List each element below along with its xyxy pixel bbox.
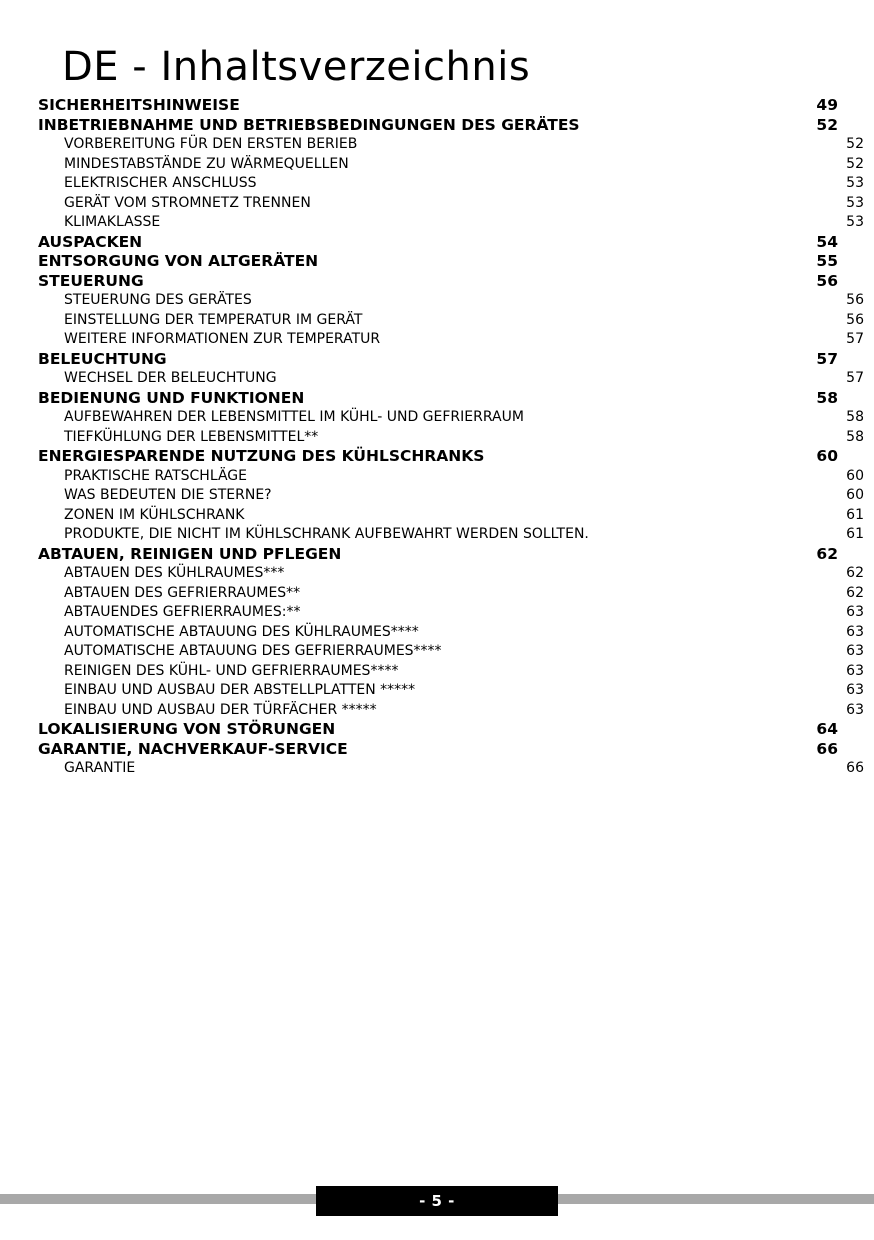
toc-entry-label: BELEUCHTUNG	[38, 349, 167, 368]
toc-entry-page: 52	[846, 155, 864, 172]
toc-entry-page: 57	[846, 331, 864, 347]
toc-entry-page: 66	[846, 760, 864, 776]
table-of-contents	[38, 96, 864, 779]
toc-entry-page: 58	[846, 409, 864, 425]
toc-entry[interactable]	[38, 116, 838, 136]
toc-entry-label: AUTOMATISCHE ABTAUUNG DES GEFRIERRAUMES****	[64, 643, 442, 659]
toc-entry-page: 57	[816, 349, 838, 368]
toc-entry[interactable]	[38, 272, 838, 292]
toc-entry-label: ELEKTRISCHER ANSCHLUSS	[64, 175, 257, 191]
toc-entry-label: REINIGEN DES KÜHL- UND GEFRIERRAUMES****	[64, 662, 399, 679]
toc-entry-page: 54	[816, 232, 838, 251]
toc-entry-label: WECHSEL DER BELEUCHTUNG	[64, 370, 277, 386]
toc-entry-label: AUSPACKEN	[38, 232, 143, 251]
toc-entry[interactable]	[38, 720, 838, 740]
toc-entry[interactable]	[38, 447, 838, 467]
toc-entry-page: 63	[846, 701, 864, 718]
toc-entry[interactable]	[38, 486, 864, 506]
toc-entry-page: 56	[816, 271, 838, 290]
toc-entry-page: 49	[816, 96, 838, 114]
toc-entry-label: SICHERHEITSHINWEISE	[38, 96, 240, 114]
toc-entry-label: STEUERUNG DES GERÄTES	[64, 292, 252, 308]
toc-entry-page: 63	[846, 662, 864, 679]
toc-entry[interactable]	[38, 369, 864, 389]
page-content	[38, 44, 864, 779]
toc-entry-label: KLIMAKLASSE	[64, 214, 161, 230]
toc-entry-page: 63	[846, 682, 864, 698]
toc-entry-page: 58	[816, 388, 838, 407]
toc-entry-page: 56	[846, 292, 864, 308]
toc-entry[interactable]	[38, 233, 838, 253]
toc-entry-page: 63	[846, 604, 864, 620]
toc-entry[interactable]	[38, 96, 838, 116]
toc-entry-page: 52	[846, 136, 864, 152]
toc-entry-page: 55	[816, 252, 838, 270]
toc-entry-page: 61	[846, 506, 864, 523]
toc-entry-page: 66	[816, 739, 838, 758]
toc-entry-label: ABTAUEN DES KÜHLRAUMES***	[64, 565, 285, 581]
toc-entry[interactable]	[38, 662, 864, 682]
toc-entry-label: INBETRIEBNAHME UND BETRIEBSBEDINGUNGEN DES GERÄTES	[38, 115, 580, 134]
toc-entry-label: EINBAU UND AUSBAU DER TÜRFÄCHER *****	[64, 701, 377, 718]
toc-entry-page: 60	[846, 467, 864, 484]
toc-entry-label: LOKALISIERUNG VON STÖRUNGEN	[38, 720, 336, 738]
toc-entry-page: 60	[846, 487, 864, 503]
toc-entry-page: 53	[846, 194, 864, 211]
toc-entry[interactable]	[38, 389, 838, 409]
toc-entry-label: AUTOMATISCHE ABTAUUNG DES KÜHLRAUMES****	[64, 623, 419, 640]
page-title: DE - Inhaltsverzeichnis	[62, 44, 531, 90]
toc-entry[interactable]	[38, 135, 864, 155]
toc-entry[interactable]	[38, 740, 838, 760]
toc-entry-page: 62	[846, 565, 864, 581]
toc-entry[interactable]	[38, 311, 864, 331]
toc-entry-label: ABTAUENDES GEFRIERRAUMES:**	[64, 604, 301, 620]
toc-entry-label: GARANTIE	[64, 760, 136, 776]
toc-entry[interactable]	[38, 623, 864, 643]
toc-entry-label: GARANTIE, NACHVERKAUF-SERVICE	[38, 739, 348, 758]
toc-entry[interactable]	[38, 194, 864, 214]
toc-entry[interactable]	[38, 428, 864, 448]
toc-entry[interactable]	[38, 408, 864, 428]
toc-entry-label: STEUERUNG	[38, 271, 144, 290]
toc-entry[interactable]	[38, 155, 864, 175]
toc-entry-label: ABTAUEN DES GEFRIERRAUMES**	[64, 584, 301, 601]
toc-entry[interactable]	[38, 174, 864, 194]
toc-entry-label: TIEFKÜHLUNG DER LEBENSMITTEL**	[64, 428, 319, 445]
toc-entry-page: 56	[846, 311, 864, 328]
toc-entry-label: WAS BEDEUTEN DIE STERNE?	[64, 487, 272, 503]
toc-entry-label: EINBAU UND AUSBAU DER ABSTELLPLATTEN *****	[64, 682, 416, 698]
toc-entry-label: VORBEREITUNG FÜR DEN ERSTEN BERIEB	[64, 136, 358, 152]
toc-entry[interactable]	[38, 545, 838, 565]
page-footer	[0, 1186, 874, 1216]
toc-entry-label: ENTSORGUNG VON ALTGERÄTEN	[38, 252, 319, 270]
toc-entry[interactable]	[38, 759, 864, 779]
toc-entry[interactable]	[38, 584, 864, 604]
toc-entry[interactable]	[38, 252, 838, 272]
toc-entry-page: 64	[816, 720, 838, 738]
toc-entry[interactable]	[38, 291, 864, 311]
toc-entry-label: ZONEN IM KÜHLSCHRANK	[64, 506, 245, 523]
toc-entry[interactable]	[38, 506, 864, 526]
toc-entry[interactable]	[38, 603, 864, 623]
toc-entry[interactable]	[38, 564, 864, 584]
toc-entry-label: EINSTELLUNG DER TEMPERATUR IM GERÄT	[64, 311, 363, 328]
toc-entry-label: GERÄT VOM STROMNETZ TRENNEN	[64, 194, 311, 211]
toc-entry-page: 61	[846, 526, 864, 542]
toc-entry-page: 63	[846, 623, 864, 640]
toc-entry-label: MINDESTABSTÄNDE ZU WÄRMEQUELLEN	[64, 155, 349, 172]
toc-entry[interactable]	[38, 642, 864, 662]
toc-entry-page: 62	[846, 584, 864, 601]
toc-entry[interactable]	[38, 350, 838, 370]
toc-entry[interactable]	[38, 330, 864, 350]
toc-entry-label: WEITERE INFORMATIONEN ZUR TEMPERATUR	[64, 331, 381, 347]
toc-entry-label: BEDIENUNG UND FUNKTIONEN	[38, 388, 305, 407]
toc-entry-page: 62	[816, 544, 838, 563]
toc-entry-page: 53	[846, 214, 864, 230]
toc-entry[interactable]	[38, 681, 864, 701]
toc-entry[interactable]	[38, 701, 864, 721]
toc-entry-label: PRAKTISCHE RATSCHLÄGE	[64, 467, 247, 484]
toc-entry-label: AUFBEWAHREN DER LEBENSMITTEL IM KÜHL- UND GEFRIERRAUM	[64, 409, 524, 425]
toc-entry-label: ENERGIESPARENDE NUTZUNG DES KÜHLSCHRANKS	[38, 447, 485, 465]
toc-entry-page: 58	[846, 428, 864, 445]
page-number: - 5 -	[316, 1186, 558, 1216]
toc-entry-page: 53	[846, 175, 864, 191]
toc-entry-page: 60	[816, 447, 838, 465]
toc-entry-label: PRODUKTE, DIE NICHT IM KÜHLSCHRANK AUFBEWAHRT WERDEN SOLLTEN.	[64, 526, 589, 542]
toc-entry-page: 52	[816, 115, 838, 134]
toc-entry[interactable]	[38, 467, 864, 487]
toc-entry-label: ABTAUEN, REINIGEN UND PFLEGEN	[38, 544, 342, 563]
toc-entry-page: 57	[846, 370, 864, 386]
toc-entry-page: 63	[846, 643, 864, 659]
toc-entry[interactable]	[38, 525, 864, 545]
toc-entry[interactable]	[38, 213, 864, 233]
